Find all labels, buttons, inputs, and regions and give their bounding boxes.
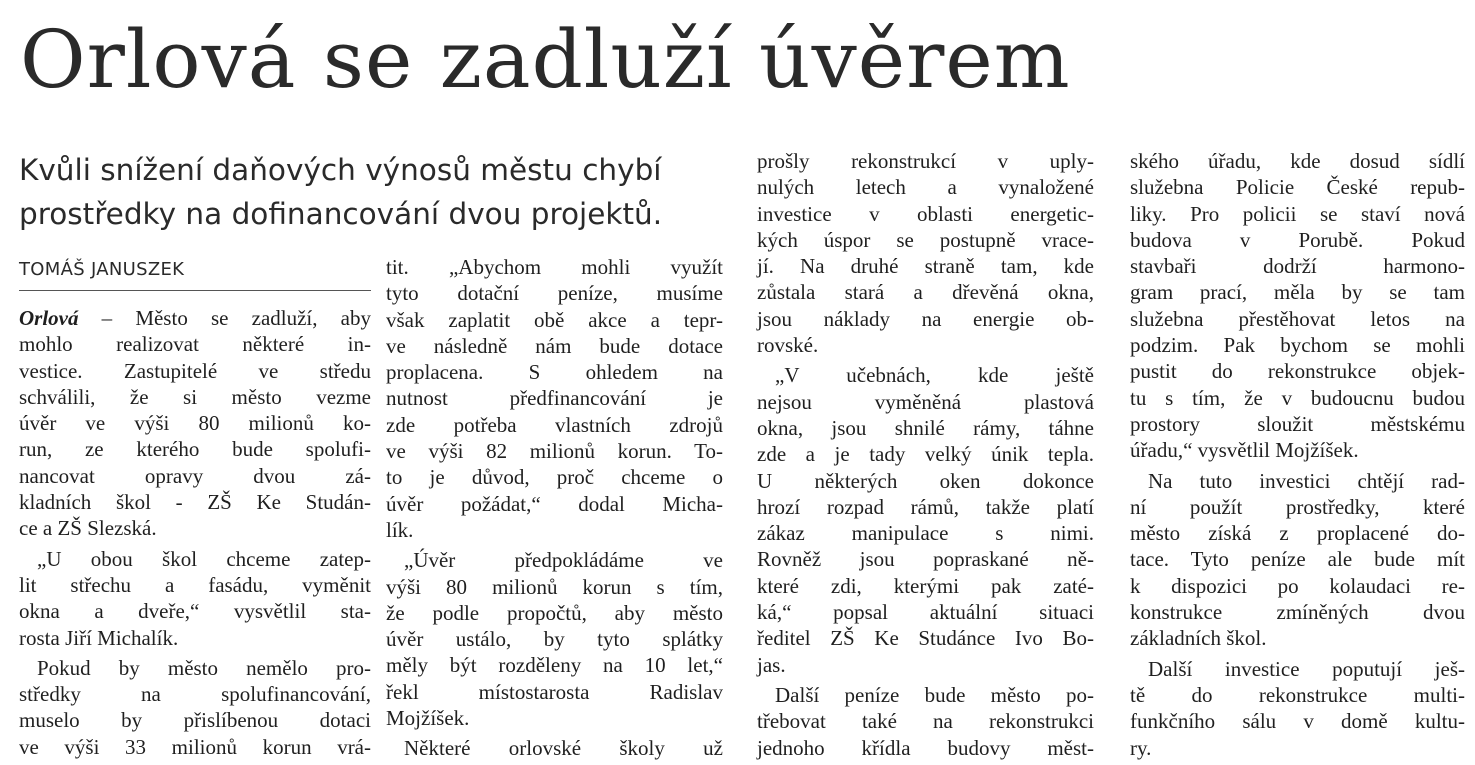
column-line: město získá z proplacené do-: [1130, 521, 1465, 546]
column-line: zde a je tady velký únik tepla.: [757, 442, 1094, 467]
column-line: to je důvod, proč chceme o: [386, 465, 723, 490]
column-line: ce a ZŠ Slezská.: [19, 516, 157, 541]
column-line: ká,“ popsal aktuální situaci: [757, 600, 1094, 625]
column-line: však zaplatit obě akce a tepr-: [386, 307, 723, 332]
column-line: U některých oken dokonce: [757, 468, 1094, 493]
column-line: funkčního sálu v domě kultu-: [1130, 709, 1465, 734]
column-line: okna a dveře,“ vysvětlil sta-: [19, 599, 371, 624]
column-line: základních škol.: [1130, 626, 1267, 651]
column-line: pustit do rekonstrukce objek-: [1130, 359, 1465, 384]
column-line: služebna Policie České repub-: [1130, 175, 1465, 200]
column-line: úřadu,“ vysvětlil Mojžíšek.: [1130, 438, 1359, 463]
column-line: tit. „Abychom mohli využít: [386, 255, 723, 279]
column-line: kladních škol - ZŠ Ke Studán-: [19, 490, 371, 515]
column-line: jsou náklady na energie ob-: [757, 306, 1094, 331]
column-line: „U obou škol chceme zatep-: [37, 546, 371, 571]
column-line: služebna přestěhovat letos na: [1130, 306, 1465, 331]
column-line: Rovněž jsou popraskané ně-: [757, 547, 1094, 572]
subheadline: [19, 148, 739, 236]
column-line: liky. Pro policii se staví nová: [1130, 201, 1465, 226]
article-column-3: [757, 148, 1094, 761]
column-line: zůstala stará a dřevěná okna,: [757, 280, 1094, 305]
column-line: mohlo realizovat některé in-: [19, 332, 371, 357]
headline: Orlová se zadluží úvěrem: [20, 13, 1071, 106]
byline-divider: [19, 290, 371, 291]
column-line: úvěr požádat,“ dodal Micha-: [386, 491, 723, 516]
column-line: vestice. Zastupitelé ve středu: [19, 358, 371, 383]
column-line: investice v oblasti energetic-: [757, 201, 1094, 226]
subheadline-line: Kvůli snížení daňových výnosů městu chybí: [19, 153, 662, 187]
column-line: že podle propočtů, aby město: [386, 600, 723, 625]
column-line: Další peníze bude město po-: [775, 682, 1094, 707]
column-line: rosta Jiří Michalík.: [19, 625, 179, 650]
column-line: středky na spolufinancování,: [19, 682, 371, 707]
column-line: kých úspor se postupně vrace-: [757, 227, 1094, 252]
column-line: ní použít prostředky, které: [1130, 494, 1465, 519]
column-line: ského úřadu, kde dosud sídlí: [1130, 149, 1465, 173]
column-line: muselo by přislíbenou dotaci: [19, 708, 371, 733]
column-line: prošly rekonstrukcí v uply-: [757, 149, 1094, 173]
column-line: konstrukce zmíněných dvou: [1130, 600, 1465, 625]
column-line-text: – Město se zadluží, aby: [78, 306, 371, 330]
column-line: prostory sloužit městskému: [1130, 411, 1465, 436]
column-line: jí. Na druhé straně tam, kde: [757, 254, 1094, 279]
column-line: budova v Porubě. Pokud: [1130, 227, 1465, 252]
column-line: ve výši 33 milionů korun vrá-: [19, 734, 371, 759]
subheadline-line: prostředky na dofinancování dvou projektů.: [19, 197, 663, 231]
column-line: nutnost předfinancování je: [386, 386, 723, 411]
column-line: řekl místostarosta Radislav: [386, 679, 723, 704]
column-line: měly být rozděleny na 10 let,“: [386, 653, 723, 678]
column-line: Některé orlovské školy už: [404, 736, 723, 761]
author-byline: TOMÁŠ JANUSZEK: [19, 259, 185, 280]
column-line: Na tuto investici chtějí rad-: [1148, 468, 1465, 493]
column-line: tě do rekonstrukce multi-: [1130, 682, 1465, 707]
column-line: lík.: [386, 517, 414, 542]
article-column-1: [19, 305, 371, 760]
column-line: nancovat opravy dvou zá-: [19, 463, 371, 488]
column-line: Mojžíšek.: [386, 706, 470, 731]
column-line: tace. Tyto peníze ale bude mít: [1130, 547, 1465, 572]
column-line: „Úvěr předpokládáme ve: [404, 548, 723, 573]
column-line: tu s tím, že v budoucnu budou: [1130, 385, 1465, 410]
column-line: ry.: [1130, 735, 1152, 760]
article-column-4: [1130, 148, 1465, 761]
column-line: nejsou vyměněná plastová: [757, 389, 1094, 414]
column-line: nulých letech a vynaložené: [757, 175, 1094, 200]
column-line: zákaz manipulace s nimi.: [757, 521, 1094, 546]
column-line: úvěr ustálo, by tyto splátky: [386, 627, 723, 652]
column-line: proplacena. S ohledem na: [386, 360, 723, 385]
column-line: ve následně nám bude dotace: [386, 333, 723, 358]
column-line: okna, jsou shnilé rámy, táhne: [757, 415, 1094, 440]
column-line: Pokud by město nemělo pro-: [37, 655, 371, 680]
column-line: k dispozici po kolaudaci re-: [1130, 573, 1465, 598]
column-line: lit střechu a fasádu, vyměnit: [19, 572, 371, 597]
column-line: ve výši 82 milionů korun. To-: [386, 439, 723, 464]
column-line: úvěr ve výši 80 milionů ko-: [19, 411, 371, 436]
dateline-place: Orlová: [19, 306, 79, 330]
column-line: které zdi, kterými pak zaté-: [757, 573, 1094, 598]
column-line: jednoho křídla budovy měst-: [757, 735, 1094, 760]
column-line: výši 80 milionů korun s tím,: [386, 574, 723, 599]
column-line: run, ze kterého bude spolufi-: [19, 437, 371, 462]
column-line: tyto dotační peníze, musíme: [386, 281, 723, 306]
column-line: „V učebnách, kde ještě: [775, 363, 1094, 388]
column-line: rovské.: [757, 333, 819, 358]
article-column-2: [386, 254, 723, 762]
column-line: třebovat také na rekonstrukci: [757, 709, 1094, 734]
column-line: [19, 305, 371, 331]
column-line: podzim. Pak bychom se mohli: [1130, 333, 1465, 358]
column-line: gram prací, měla by se tam: [1130, 280, 1465, 305]
column-line: jas.: [757, 652, 786, 677]
column-line: ředitel ZŠ Ke Studánce Ivo Bo-: [757, 626, 1094, 651]
column-line: stavbaři dodrží harmono-: [1130, 254, 1465, 279]
column-line: hrozí rozpad rámů, takže platí: [757, 494, 1094, 519]
column-line: schválili, že si město vezme: [19, 384, 371, 409]
column-line: zde potřeba vlastních zdrojů: [386, 412, 723, 437]
column-line: Další investice poputují ješ-: [1148, 656, 1465, 681]
